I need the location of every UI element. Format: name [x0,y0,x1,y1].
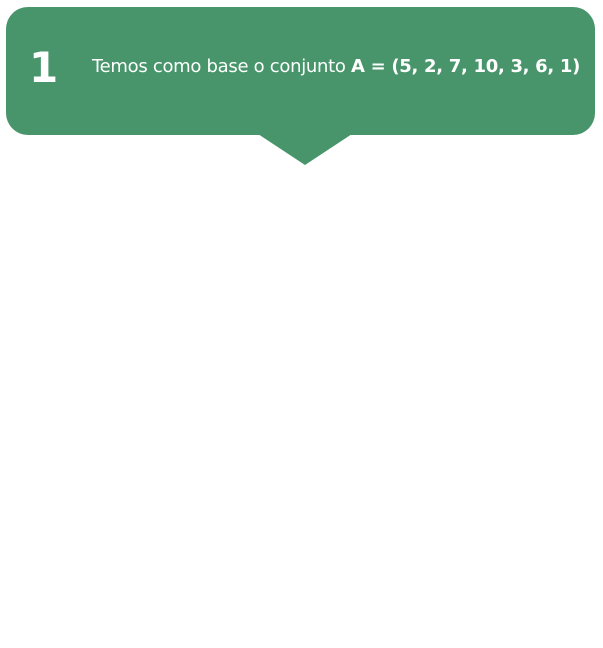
set-expression: A = (5, 2, 7, 10, 3, 6, 1) [351,56,581,77]
step-intro-text: Temos como base o conjunto [92,56,346,77]
callout-pointer-triangle [258,134,352,165]
callout-pointer [258,134,352,165]
step-number: 1 [29,43,59,92]
step-description [92,55,580,79]
